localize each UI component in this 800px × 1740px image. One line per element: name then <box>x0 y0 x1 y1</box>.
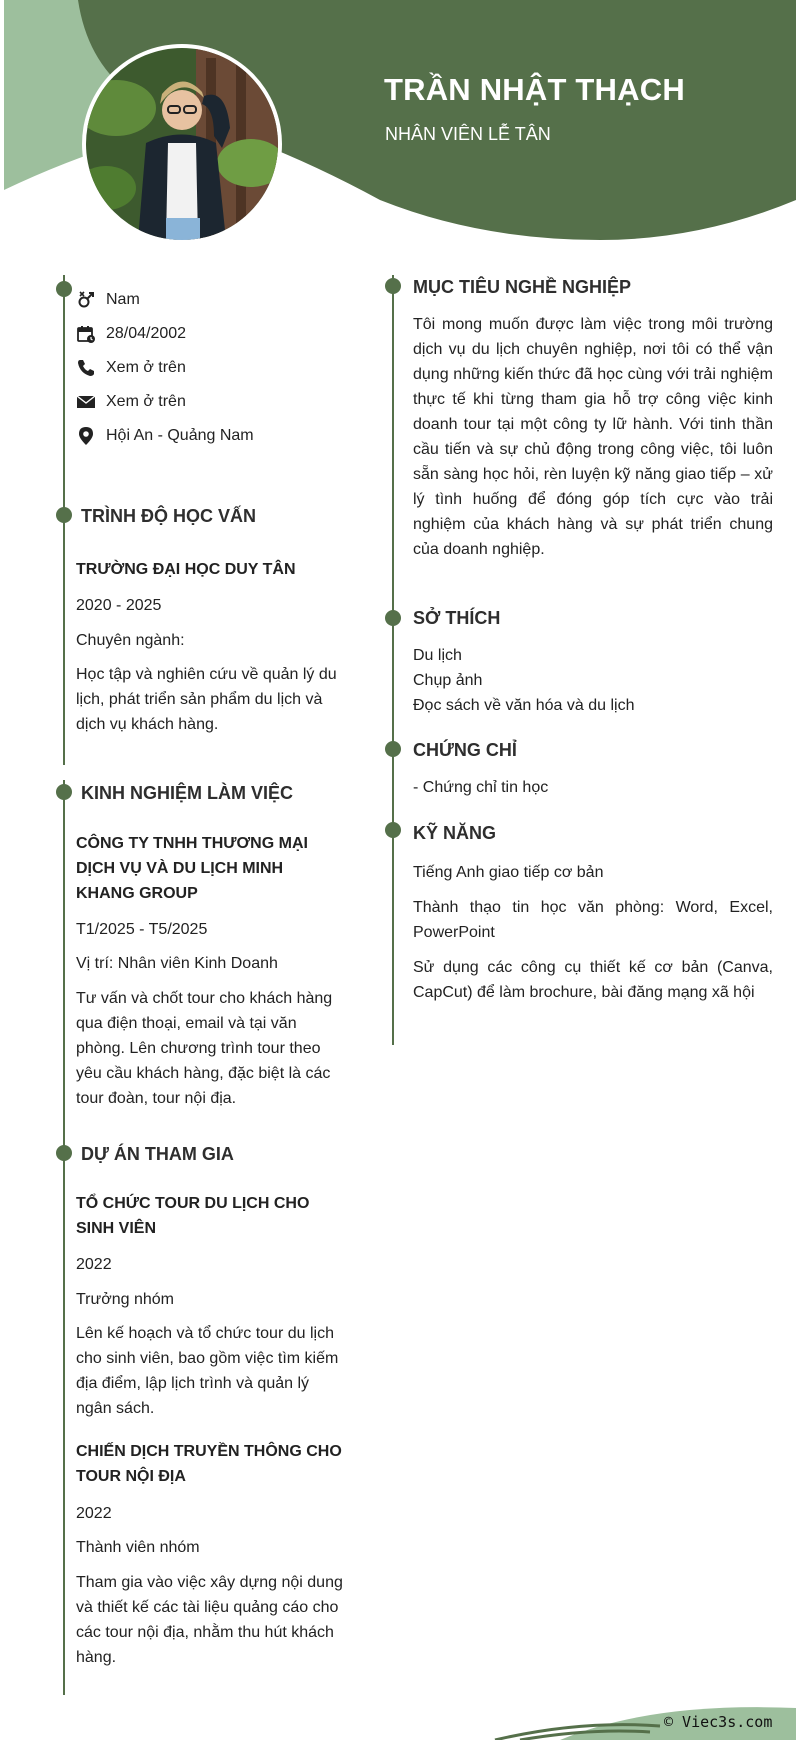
project-2-description: Tham gia vào việc xây dựng nội dung và thiết kế các tài liệu quảng cáo cho các tour nội địa, nhằm thu hút khách hàng. <box>76 1574 343 1666</box>
timeline-dot <box>56 507 72 523</box>
education-description: Học tập và nghiên cứu về quản lý du lịch, phát triển sản phẩm du lịch và dịch vụ khách hàng. <box>76 666 337 733</box>
objective-title: MỤC TIÊU NGHỀ NGHIỆP <box>413 277 632 297</box>
education-major: Chuyên ngành: <box>76 632 185 649</box>
hobby-item: Đọc sách về văn hóa và du lịch <box>413 697 635 714</box>
skill-item: Tiếng Anh giao tiếp cơ bản <box>413 864 604 881</box>
left-timeline-line-lower <box>63 780 65 1695</box>
timeline-dot <box>385 278 401 294</box>
candidate-job-title: NHÂN VIÊN LỄ TÂN <box>385 124 551 144</box>
objective-text: Tôi mong muốn được làm việc trong môi trường dịch vụ du lịch chuyên nghiệp, nơi tôi có thể vận dụng những kiến thức đã học cùng với trải nghiệm thực tế khi từng tham gia hỗ trợ công việc kinh doanh tour tại một công ty lữ hành. Với tinh thần cầu tiến và sự chủ động trong công việc, tôi luôn sẵn sàng học hỏi, rèn luyện kỹ năng giao tiếp – xử lý tình huống để đóng góp tích cực vào trải nghiệm của khách hàng và sự phát triển chung của doanh nghiệp. <box>413 316 773 558</box>
timeline-dot <box>385 741 401 757</box>
projects-title: DỰ ÁN THAM GIA <box>81 1144 234 1164</box>
project-1-description: Lên kế hoạch và tổ chức tour du lịch cho sinh viên, bao gồm việc tìm kiếm địa điểm, lập lịch trình và quản lý ngân sách. <box>76 1325 339 1417</box>
skill-item: Sử dụng các công cụ thiết kế cơ bản (Canva, CapCut) để làm brochure, bài đăng mạng xã hội <box>413 959 773 1001</box>
calendar-icon <box>76 324 96 344</box>
hobby-item: Chụp ảnh <box>413 672 483 689</box>
info-email <box>76 389 186 415</box>
project-2-year: 2022 <box>76 1505 112 1522</box>
profile-photo-illustration <box>86 48 278 240</box>
gender-icon <box>76 290 96 310</box>
project-2-role: Thành viên nhóm <box>76 1539 200 1556</box>
project-1-name: TỔ CHỨC TOUR DU LỊCH CHO SINH VIÊN <box>76 1195 310 1237</box>
info-gender <box>76 287 140 313</box>
experience-description: Tư vấn và chốt tour cho khách hàng qua điện thoại, email và tại văn phòng. Lên chương trình tour theo yêu cầu khách hàng, đặc biệt là các tour đoàn, tour nội địa. <box>76 990 333 1107</box>
experience-title: KINH NGHIỆM LÀM VIỆC <box>81 783 294 803</box>
project-1-role: Trưởng nhóm <box>76 1291 174 1308</box>
education-title: TRÌNH ĐỘ HỌC VẤN <box>81 506 256 526</box>
email-icon <box>76 392 96 412</box>
skills-title: KỸ NĂNG <box>413 823 497 843</box>
timeline-dot <box>385 610 401 626</box>
experience-position: Vị trí: Nhân viên Kinh Doanh <box>76 955 278 972</box>
skill-item: Thành thạo tin học văn phòng: Word, Excel, PowerPoint <box>413 899 773 941</box>
experience-period: T1/2025 - T5/2025 <box>76 921 208 938</box>
location-icon <box>76 426 96 446</box>
candidate-name: TRẦN NHẬT THẠCH <box>384 72 685 107</box>
info-phone <box>76 355 186 381</box>
info-email-text: Xem ở trên <box>106 393 186 410</box>
right-timeline-line <box>392 275 394 1045</box>
project-2-name: CHIẾN DỊCH TRUYỀN THÔNG CHO TOUR NỘI ĐỊA <box>76 1443 342 1485</box>
timeline-dot <box>56 1145 72 1161</box>
info-gender-text: Nam <box>106 291 140 308</box>
info-location-text: Hội An - Quảng Nam <box>106 427 254 444</box>
certificate-item: - Chứng chỉ tin học <box>413 779 549 796</box>
info-location <box>76 423 254 449</box>
timeline-dot <box>385 822 401 838</box>
timeline-dot <box>56 281 72 297</box>
info-phone-text: Xem ở trên <box>106 359 186 376</box>
watermark: © Viec3s.com <box>664 1713 773 1731</box>
info-birthday <box>76 321 186 347</box>
hobby-item: Du lịch <box>413 647 462 664</box>
timeline-dot <box>56 784 72 800</box>
phone-icon <box>76 358 96 378</box>
certificates-title: CHỨNG CHỈ <box>413 740 517 760</box>
info-birthday-text: 28/04/2002 <box>106 325 187 342</box>
hobbies-title: SỞ THÍCH <box>413 608 501 628</box>
project-1-year: 2022 <box>76 1256 112 1273</box>
education-school: TRƯỜNG ĐẠI HỌC DUY TÂN <box>76 561 296 578</box>
profile-photo <box>86 48 278 240</box>
experience-company: CÔNG TY TNHH THƯƠNG MẠI DỊCH VỤ VÀ DU LỊCH MINH KHANG GROUP <box>76 835 308 902</box>
education-period: 2020 - 2025 <box>76 597 162 614</box>
